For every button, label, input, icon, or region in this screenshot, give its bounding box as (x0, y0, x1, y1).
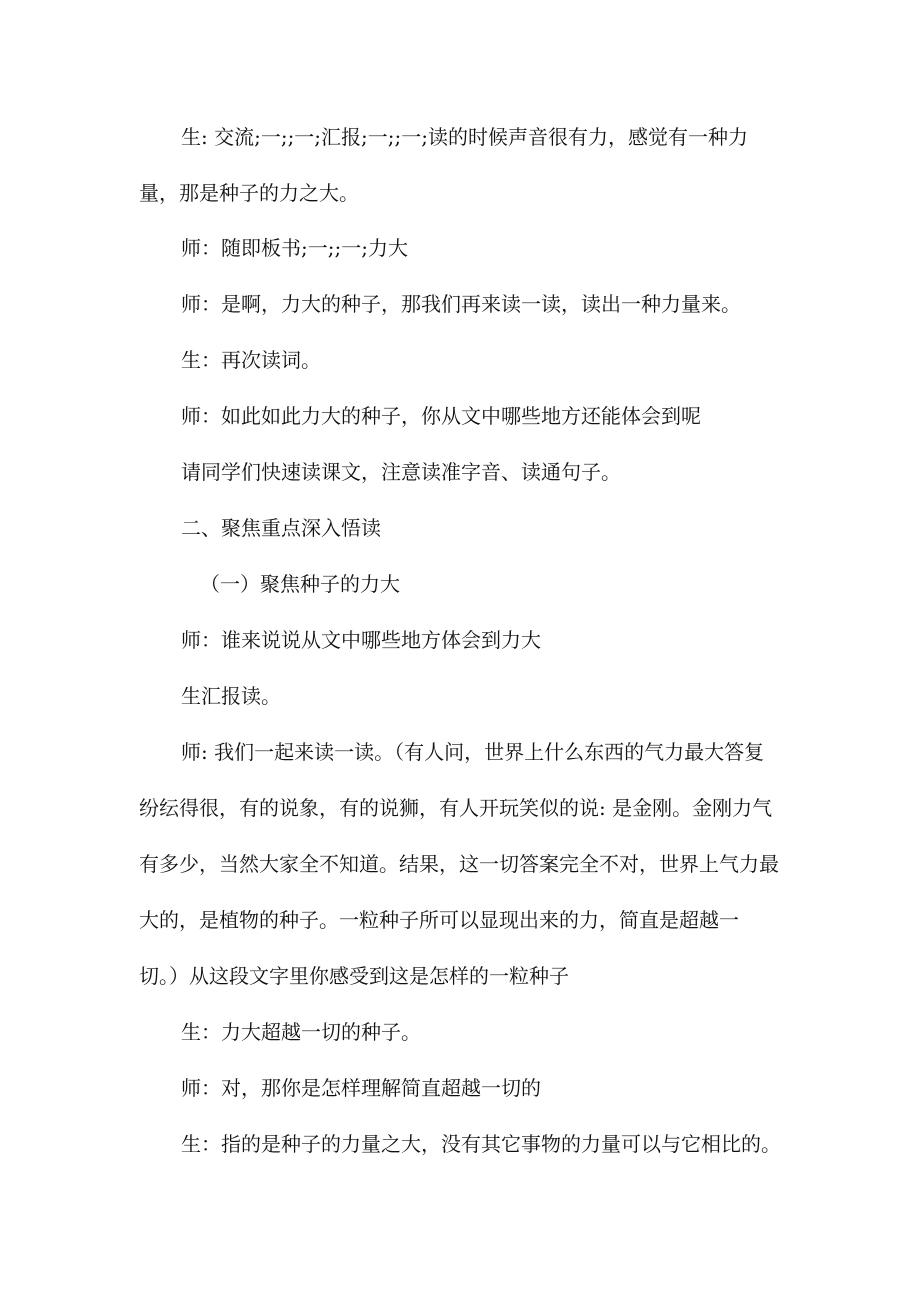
paragraph-line: 量，那是种子的力之大。 (139, 181, 359, 205)
paragraph-line: 生汇报读。 (181, 684, 281, 708)
paragraph-line: 师：随即板书;一;;一;力大 (181, 236, 408, 260)
paragraph-line: 生：力大超越一切的种子。 (181, 1020, 421, 1044)
paragraph-line: 切。）从这段文字里你感受到这是怎样的一粒种子 (139, 964, 569, 988)
section-heading: 二、聚焦重点深入悟读 (181, 516, 381, 540)
paragraph-line: 生：再次读词。 (181, 348, 321, 372)
paragraph-line: 师：如此如此力大的种子，你从文中哪些地方还能体会到呢 (181, 404, 701, 428)
subsection-heading: （一）聚焦种子的力大 (200, 572, 400, 596)
paragraph-line: 大的，是植物的种子。一粒种子所可以显现出来的力，简直是超越一 (139, 908, 739, 932)
paragraph-line: 有多少，当然大家全不知道。结果，这一切答案完全不对，世界上气力最 (139, 852, 779, 876)
paragraph-line: 师: 我们一起来读一读。（有人问，世界上什么东西的气力最大答复 (181, 740, 765, 764)
paragraph-line: 生：指的是种子的力量之大，没有其它事物的力量可以与它相比的。 (181, 1132, 781, 1156)
paragraph-line: 纷纭得很，有的说象，有的说狮，有人开玩笑似的说: 是金刚。金刚力气 (139, 796, 773, 820)
paragraph-line: 生: 交流;一;;一;汇报;一;;一;读的时候声音很有力，感觉有一种力 (181, 125, 749, 149)
paragraph-line: 请同学们快速读课文，注意读准字音、读通句子。 (181, 460, 621, 484)
paragraph-line: 师：对，那你是怎样理解简直超越一切的 (181, 1076, 541, 1100)
paragraph-line: 师：谁来说说从文中哪些地方体会到力大 (181, 628, 541, 652)
paragraph-line: 师：是啊，力大的种子，那我们再来读一读，读出一种力量来。 (181, 292, 741, 316)
